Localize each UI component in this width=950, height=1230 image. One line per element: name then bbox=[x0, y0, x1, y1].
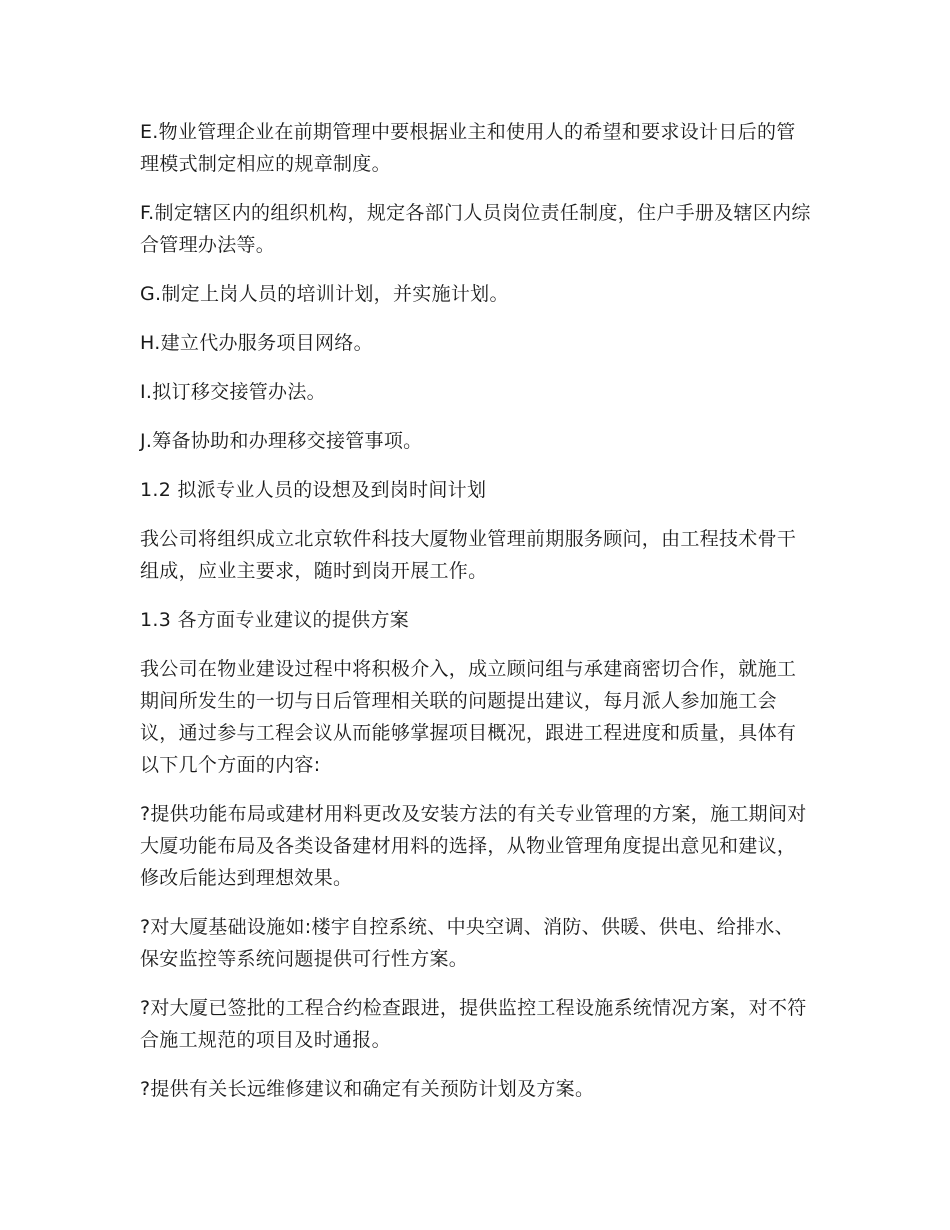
paragraph-e: E.物业管理企业在前期管理中要根据业主和使用人的希望和要求设计日后的管理模式制定相应的规章制度。 bbox=[140, 121, 796, 175]
section-heading-1-2: 1.2 拟派专业人员的设想及到岗时间计划 bbox=[140, 479, 487, 501]
list-item-maintenance: ?提供有关长远维修建议和确定有关预防计划及方案。 bbox=[140, 1078, 595, 1100]
paragraph-h: H.建立代办服务项目网络。 bbox=[140, 332, 373, 354]
paragraph-i: I.拟订移交接管办法。 bbox=[140, 381, 326, 403]
list-item-layout: ?提供功能布局或建材用料更改及安装方法的有关专业管理的方案，施工期间对大厦功能布局及各类设备建材用料的选择，从物业管理角度提出意见和建议，修改后能达到理想效果。 bbox=[140, 803, 807, 889]
paragraph-f: F.制定辖区内的组织机构，规定各部门人员岗位责任制度，住户手册及辖区内综合管理办法等。 bbox=[140, 202, 811, 256]
paragraph-involvement: 我公司在物业建设过程中将积极介入，成立顾问组与承建商密切合作，就施工期间所发生的一切与日后管理相关联的问题提出建议，每月派人参加施工会议，通过参与工程会议从而能够掌握项目概况，跟进工程进度和质量，具体有以下几个方面的内容: bbox=[140, 658, 797, 776]
list-item-infrastructure: ?对大厦基础设施如:楼宇自控系统、中央空调、消防、供暖、供电、给排水、保安监控等系统问题提供可行性方案。 bbox=[140, 916, 794, 970]
paragraph-staffing: 我公司将组织成立北京软件科技大厦物业管理前期服务顾问，由工程技术骨干组成，应业主要求，随时到岗开展工作。 bbox=[140, 528, 797, 582]
section-heading-1-3: 1.3 各方面专业建议的提供方案 bbox=[140, 609, 410, 631]
document-body bbox=[140, 116, 812, 1122]
list-item-contracts: ?对大厦已签批的工程合约检查跟进，提供监控工程设施系统情况方案，对不符合施工规范的项目及时通报。 bbox=[140, 997, 807, 1051]
paragraph-g: G.制定上岗人员的培训计划，并实施计划。 bbox=[140, 283, 509, 305]
paragraph-j: J.筹备协助和办理移交接管事项。 bbox=[140, 430, 423, 452]
